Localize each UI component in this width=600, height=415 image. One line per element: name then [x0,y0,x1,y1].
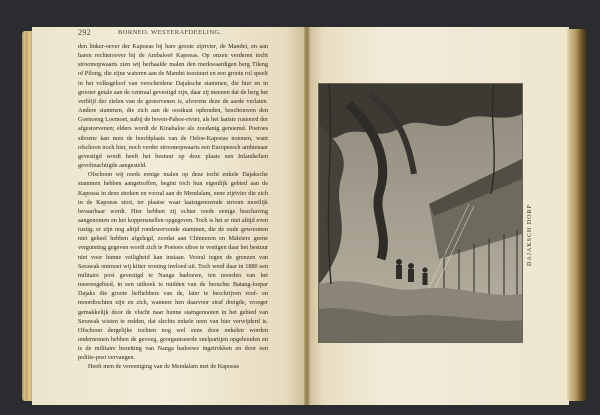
body-text [78,42,268,372]
running-title: BORNEO. WESTERAFDEELING. [118,29,222,36]
right-page-edges [567,29,587,401]
village-photograph [319,84,522,342]
page-number: 292 [78,28,92,37]
book-gutter [304,27,310,405]
photo-plate [318,83,523,343]
paragraph: den linker-oever der Kapoeas bij hare groote zijrivier, de Mandei, en aan haren rechteroever bij de Ambaloeë Kapoeas. Op onzen verderen tocht stroomopwaarts zien wij herhaalde malen den merkwaardigen berg Tileng of Pilong, die zijne wateren aan de Mandei toestuurt en een groote rol speelt in het volksgeloof van verscheidene Dajaksche stammen, die hier en in grooter getale aan de centraal gevestigd zijn, daar zij meenen dat de berg het verblijf der zielen van de gestorvenen is, alvorens deze de aarde verlaten. Andere stammen, die zich aan de oostkust ophouden, beschouwen den Goenoeng Loemoet, nabij de boven-Pahoe-rivier, als het laatste rustoord der afgestorvenen; elders wordt de Kinabaloe als zoodanig genoemd. Poetoes siboene kan men de hoofdplaats van de Oeloe-Kapoeas noemen, want ofschoon noch hier, noch verder stroomopwaarts een Europeesch ambtenaar gevestigd wordt heeft het bestuur op deze plaats een Inlandschen gevolmachtigde aangesteld. [78,43,268,170]
paragraph: Ofschoon wij reeds eenige malen op deze tocht enkele Dajaksche stammen hebben aangetroffen, begint toch hun eigenlijk gebied aan de Kapoeas in deze streken en vooral aan de Mendalam, eene zijrivier die zich in de Kapoeas stort, ter plaatse waar laatstgenoemde stroom moeilijk bevaarbaar wordt. Hier hebben zij echter reeds eenige beschaving aangenomen en het koppensnellen opgegeven. Toch is het er niet altijd even rustig; er zijn nog altijd rondzwervende stammen, die de oude gewoonten niet geheel hebben afgelegd, zoodat aan Chineezen en Maleiers geene vergunning gegeven wordt zich te Poetoes siboe te vestigen daar het bestuur niet voor hunne veiligheid kan instaan. Vooral tegen de grenzen van Serawak ontmoet wij kitter woning invloed uit. Toch werd daar in 1880 een militaire post gevestigd te Nanga badoewe, ten noorden van het meerengebied, in een uithoek te midden van de beruchte Batang-loepar Dajaks die groote liefhebbers van de, later te beschrijven roof- en moordtochten zijn en zich, wanneer hen daarvoor straf dreigde, vroeger gemakkelijk door de vlucht naar hunne stamgenooten in het gebied van Serawak wisten te redden, dat slechts enkele uren van hier verwijderd is. Ofschoon dergelijke tochten nog wel eens door enkelen worden ondernomen hebben de gevoeg, georganiseerde snelpartijen opgehouden en is de militaire bezetting van Nanga badoewe ingetrokken en door een politie-post vervangen. [78,171,268,362]
paragraph: Heeft men de vereeniging van de Mendalam met de Kapoeas [88,363,240,371]
plate-caption: DAJAKSCH DORP [527,204,533,266]
